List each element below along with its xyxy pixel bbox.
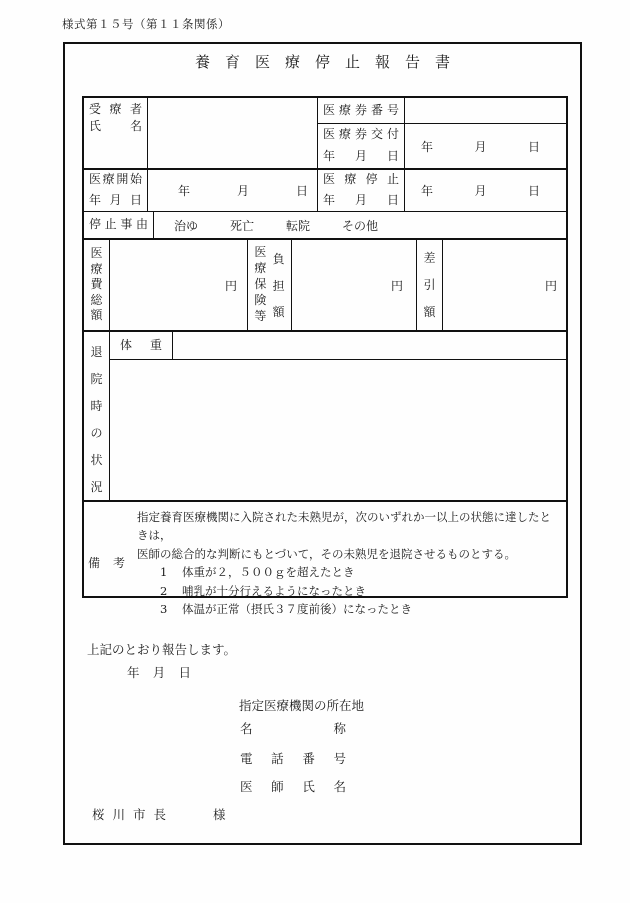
remarks-item-text: 体重が２，５００ｇを超えたとき — [182, 565, 355, 580]
day-label: 日 — [527, 139, 540, 154]
doctor-name-label: 医 師 氏 名 — [240, 779, 346, 794]
stop-reason-option: 転院 — [286, 218, 311, 233]
day-label: 日 — [178, 665, 191, 680]
report-date-line — [127, 666, 191, 680]
discharge-status-label: 退 院 時 の 状 況 — [90, 345, 103, 495]
medical-ticket-number-label-cell: 医 療 券 番 号 — [318, 98, 405, 124]
recipient-name-label-line2: 氏 名 — [89, 118, 142, 133]
recipient-name-label-line1: 受 療 者 — [89, 102, 142, 116]
remarks-item — [137, 582, 560, 600]
stop-reason-label-cell: 停 止 事 由 — [84, 212, 154, 240]
month-label: 月 — [152, 665, 166, 680]
remarks-text-line: 指定養育医療機関に入院された未熟児が，次のいずれか一以上の状態に達したときは， — [137, 510, 551, 543]
institution-name-label: 名 称 — [240, 721, 346, 736]
yen-unit-label: 円 — [224, 278, 237, 293]
weight-value-cell — [173, 332, 566, 360]
care-start-date-label-cell — [84, 170, 148, 212]
discharge-status-label-cell — [84, 332, 110, 502]
addressee-honorific: 様 — [213, 807, 226, 822]
remarks-label: 備 考 — [88, 555, 125, 570]
remarks-item-number: 1 — [160, 565, 168, 580]
yen-unit-label: 円 — [544, 278, 557, 293]
remarks-item-text: 哺乳が十分行えるようになったとき — [182, 583, 366, 598]
year-label: 年 — [127, 665, 140, 680]
care-stop-date-value-cell — [405, 170, 566, 212]
stop-reason-option: 死亡 — [230, 218, 255, 233]
ticket-issue-date-label-cell — [318, 124, 405, 170]
remarks-item-number: 3 — [160, 602, 168, 617]
form-sheet — [63, 42, 582, 845]
total-cost-label: 医 療 費 総 額 — [90, 246, 103, 323]
insurance-share-label-cell — [248, 240, 292, 332]
remarks-item — [137, 600, 560, 618]
day-label: 日 — [527, 184, 540, 198]
discharge-status-notes-area — [110, 360, 566, 502]
institution-address-label: 指定医療機関の所在地 — [239, 698, 365, 713]
insurance-share-label-col1: 医 療 保 険 等 — [254, 245, 267, 324]
balance-label: 差 引 額 — [423, 251, 436, 320]
remarks-item-number: 2 — [160, 583, 168, 598]
remarks-item — [137, 563, 560, 581]
year-label: 年 — [421, 139, 434, 154]
addressee-name: 桜川市長 — [92, 807, 175, 822]
addressee-line — [92, 805, 226, 823]
remarks-text-line: 医師の総合的な判断にもとづいて，その未熟児を退院させるものとする。 — [137, 546, 517, 561]
care-start-date-value-cell — [148, 170, 318, 212]
ticket-issue-date-label-line2: 年 月 日 — [323, 149, 399, 164]
form-code-label: 様式第１５号（第１１条関係） — [62, 17, 230, 31]
stop-reason-option: 治ゆ — [174, 218, 199, 233]
balance-value-cell — [443, 240, 566, 332]
remarks-cell — [84, 502, 566, 617]
year-label: 年 — [421, 184, 434, 198]
day-label: 日 — [295, 184, 308, 198]
report-statement: 上記のとおり報告します。 — [87, 642, 237, 657]
stop-reason-options-cell — [154, 212, 566, 240]
month-label: 月 — [474, 139, 487, 154]
total-cost-value-cell — [110, 240, 248, 332]
form-title: 養育医療停止報告書 — [194, 53, 465, 71]
year-label: 年 — [178, 184, 191, 198]
balance-label-cell — [417, 240, 443, 332]
ticket-issue-date-label-line1: 医 療 券 交 付 — [323, 127, 399, 141]
medical-ticket-number-value-cell — [405, 98, 566, 124]
insurance-share-value-cell — [292, 240, 417, 332]
recipient-name-label-cell — [84, 98, 148, 170]
stop-reason-option: その他 — [342, 218, 379, 233]
ticket-issue-date-value-cell — [405, 124, 566, 170]
phone-number-label: 電 話 番 号 — [240, 751, 346, 766]
remarks-item-text: 体温が正常（摂氏３７度前後）になったとき — [182, 602, 412, 617]
care-stop-label-line2: 年 月 日 — [323, 193, 399, 208]
month-label: 月 — [474, 184, 487, 198]
recipient-name-value-cell — [148, 98, 318, 170]
month-label: 月 — [236, 184, 249, 198]
insurance-share-label-col2: 負 担 額 — [272, 252, 285, 320]
care-stop-date-label-cell — [318, 170, 405, 212]
care-start-label-line2: 年 月 日 — [89, 193, 142, 208]
care-stop-label-line1: 医 療 停 止 — [323, 172, 399, 186]
yen-unit-label: 円 — [390, 278, 403, 293]
weight-label-cell: 体 重 — [110, 332, 173, 360]
total-cost-label-cell — [84, 240, 110, 332]
care-start-label-line1: 医 療 開 始 — [89, 172, 142, 186]
form-table — [82, 96, 568, 617]
